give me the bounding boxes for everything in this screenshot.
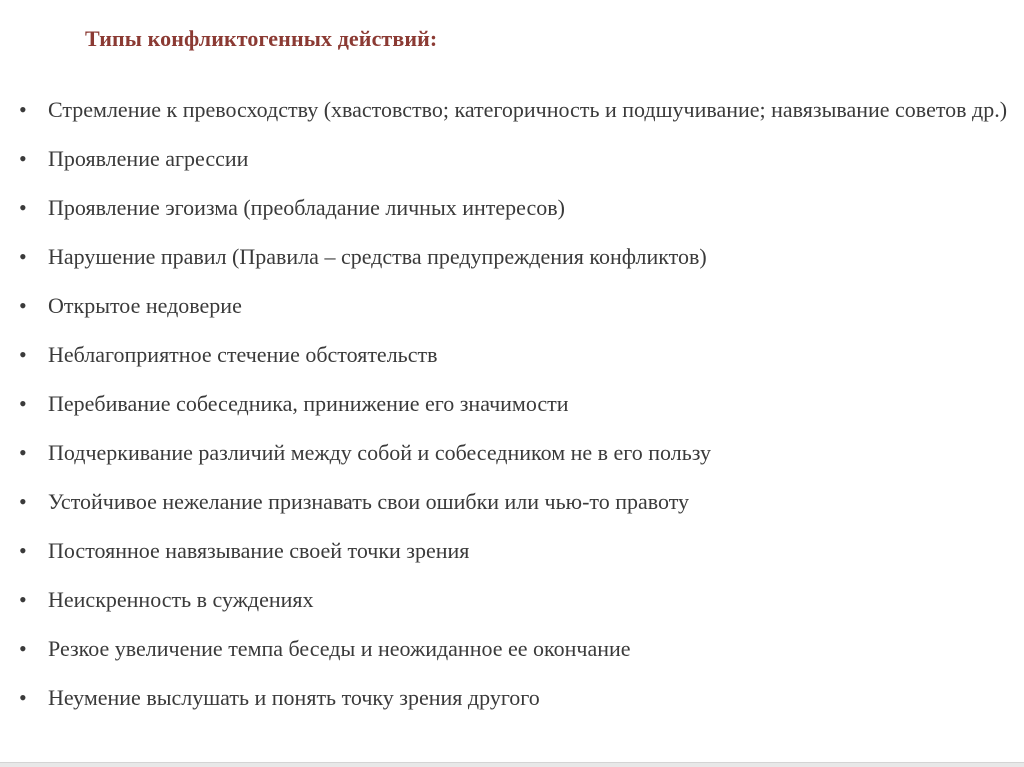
bullet-icon: • [19,97,27,122]
bullet-icon: • [19,440,27,465]
list-item-text: Перебивание собеседника, принижение его значимости [48,391,569,416]
bullet-icon: • [19,293,27,318]
bullet-icon: • [19,636,27,661]
bottom-divider [0,762,1024,767]
bullet-icon: • [19,244,27,269]
bullet-icon: • [19,538,27,563]
list-item-text: Постоянное навязывание своей точки зрения [48,538,470,563]
list-item [19,292,1009,320]
list-item-text: Проявление агрессии [48,146,249,171]
bullet-icon: • [19,342,27,367]
list-item [19,96,1009,124]
list-item [19,488,1009,516]
list-item [19,635,1009,663]
bullet-icon: • [19,391,27,416]
list-item [19,537,1009,565]
list-item-text: Нарушение правил (Правила – средства предупреждения конфликтов) [48,244,707,269]
list-item [19,341,1009,369]
list-item-text: Подчеркивание различий между собой и собеседником не в его пользу [48,440,712,465]
bullet-icon: • [19,587,27,612]
bullet-icon: • [19,489,27,514]
list-item-text: Неблагоприятное стечение обстоятельств [48,342,438,367]
slide-title: Типы конфликтогенных действий: [85,26,438,51]
list-item [19,439,1009,467]
bullet-icon: • [19,146,27,171]
list-item [19,145,1009,173]
list-item [19,243,1009,271]
list-item [19,390,1009,418]
list-item-text: Открытое недоверие [48,293,242,318]
list-item-text: Стремление к превосходству (хвастовство; категоричность и подшучивание; навязывание советов др.) [48,97,1008,122]
list-item-text: Резкое увеличение темпа беседы и неожиданное ее окончание [48,636,631,661]
bullet-list [19,96,1009,733]
list-item [19,194,1009,222]
bullet-icon: • [19,685,27,710]
list-item-text: Неумение выслушать и понять точку зрения другого [48,685,540,710]
list-item-text: Устойчивое нежелание признавать свои ошибки или чью-то правоту [48,489,690,514]
list-item [19,684,1009,712]
bullet-icon: • [19,195,27,220]
list-item [19,586,1009,614]
list-item-text: Проявление эгоизма (преобладание личных интересов) [48,195,565,220]
list-item-text: Неискренность в суждениях [48,587,314,612]
